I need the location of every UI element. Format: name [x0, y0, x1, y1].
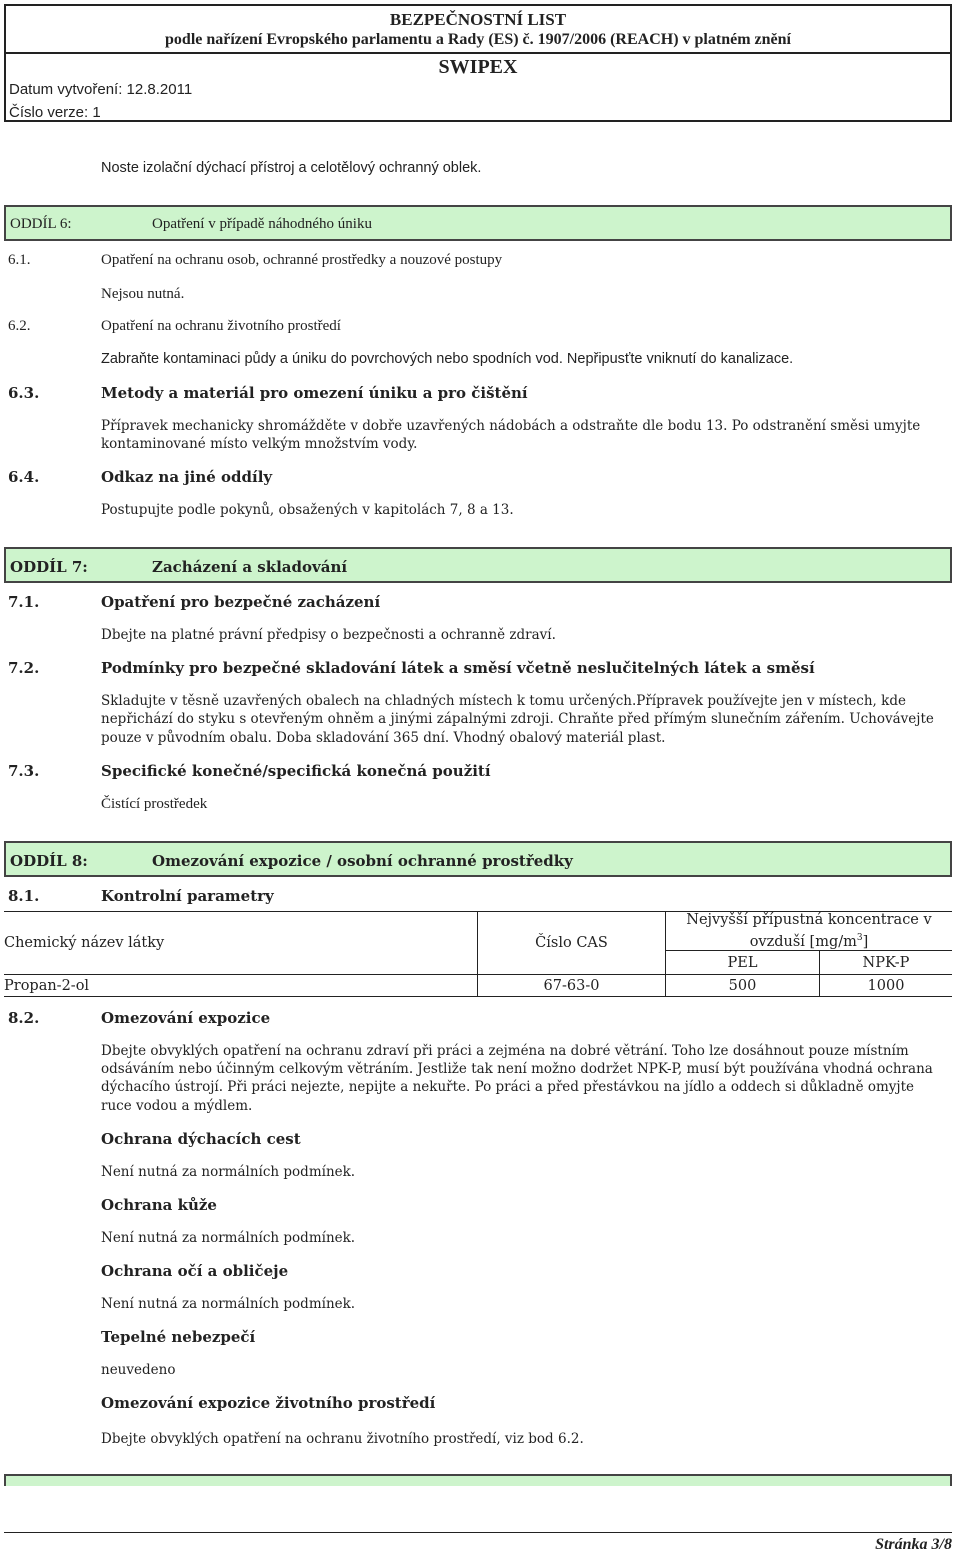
document-header — [4, 4, 952, 122]
table-cell — [478, 974, 666, 997]
subsection-text: odsáváním nebo účinným celkovým větráním. Jestliže tak není možno dodržet NPK-P, musí být používána vhodná ochrana — [101, 1061, 933, 1077]
header-divider — [6, 52, 950, 54]
thermal-hazard-text: neuvedeno — [101, 1362, 176, 1378]
section-title: Zacházení a skladování — [152, 558, 348, 576]
subsection-number: 6.3. — [8, 384, 40, 402]
subsection-number: 7.2. — [8, 659, 40, 677]
subsection-text: ruce vodou a mýdlem. — [101, 1098, 253, 1114]
skin-protection-text: Není nutná za normálních podmínek. — [101, 1230, 356, 1246]
subsection-title: Omezování expozice — [101, 1009, 271, 1027]
section-7-header — [4, 547, 952, 583]
subsection-number: 6.1. — [8, 252, 31, 268]
eye-protection-text: Není nutná za normálních podmínek. — [101, 1296, 356, 1312]
exposure-limits-table — [4, 911, 952, 997]
column-header-pel: PEL — [727, 954, 758, 971]
subsection-text: Dbejte na platné právní předpisy o bezpečnosti a ochranně zdraví. — [101, 627, 556, 643]
eye-protection-title: Ochrana očí a obličeje — [101, 1262, 289, 1280]
regulation-subtitle: podle nařízení Evropského parlamentu a Rady (ES) č. 1907/2006 (REACH) v platném znění — [165, 31, 791, 48]
pel-value: 500 — [728, 977, 757, 994]
version-number: Číslo verze: 1 — [9, 104, 101, 121]
table-cell — [666, 974, 820, 997]
section-number: ODDÍL 7: — [10, 558, 88, 576]
subsection-title: Opatření pro bezpečné zacházení — [101, 593, 381, 611]
thermal-hazard-title: Tepelné nebezpečí — [101, 1328, 256, 1346]
section-title: Omezování expozice / osobní ochranné prostředky — [152, 852, 573, 870]
subsection-number: 6.4. — [8, 468, 40, 486]
skin-protection-title: Ochrana kůže — [101, 1196, 217, 1214]
subsection-number: 8.2. — [8, 1009, 40, 1027]
substance-name: Propan-2-ol — [4, 977, 90, 994]
next-section-header-partial — [4, 1474, 952, 1486]
table-header-cell — [666, 951, 820, 974]
subsection-title: Metody a materiál pro omezení úniku a pro čištění — [101, 384, 528, 402]
subsection-text: pouze v původním obalu. Doba skladování 365 dní. Vhodný obalový materiál plast. — [101, 730, 666, 746]
column-header-npk: NPK-P — [862, 954, 910, 971]
subsection-text: nepřichází do styku s otevřeným ohněm a jinými zápalnými zdroji. Chraňte před přímým slunečním zářením. Uchovávejte — [101, 711, 934, 727]
subsection-number: 7.1. — [8, 593, 40, 611]
respiratory-protection-title: Ochrana dýchacích cest — [101, 1130, 301, 1148]
table-cell — [4, 974, 478, 997]
environmental-exposure-text: Dbejte obvyklých opatření na ochranu životního prostředí, viz bod 6.2. — [101, 1431, 584, 1447]
section-number: ODDÍL 6: — [10, 216, 72, 232]
limit-header-line2: ovzduší $[mg/m^3]$ — [749, 933, 869, 950]
subsection-title: Kontrolní parametry — [101, 887, 274, 905]
section-title: Opatření v případě náhodného úniku — [152, 216, 372, 232]
table-header-cell — [820, 951, 952, 974]
document-title: BEZPEČNOSTNÍ LIST — [389, 10, 567, 29]
subsection-text: Nejsou nutná. — [101, 286, 185, 302]
footer-divider — [4, 1532, 952, 1533]
creation-date: Datum vytvoření: 12.8.2011 — [9, 81, 193, 98]
section-8-header — [4, 841, 952, 877]
subsection-number: 8.1. — [8, 887, 40, 905]
subsection-text: Skladujte v těsně uzavřených obalech na chladných místech k tomu určených.Přípravek používejte jen v místech, kde — [101, 693, 906, 709]
subsection-title: Opatření na ochranu osob, ochranné prostředky a nouzové postupy — [101, 252, 503, 268]
subsection-title: Opatření na ochranu životního prostředí — [101, 318, 341, 334]
column-header-name: Chemický název látky — [4, 935, 165, 951]
environmental-exposure-title: Omezování expozice životního prostředí — [101, 1394, 436, 1412]
table-header-cell — [478, 911, 666, 974]
npk-value: 1000 — [867, 977, 905, 994]
subsection-text: Čistící prostředek — [101, 796, 208, 812]
subsection-text: Dbejte obvyklých opatření na ochranu zdraví při práci a zejména na dobré větrání. Toho lze dosáhnout pouze místním — [101, 1043, 909, 1059]
subsection-number: 7.3. — [8, 762, 40, 780]
subsection-number: 6.2. — [8, 318, 31, 334]
subsection-text: kontaminované místo velkým množstvím vody. — [101, 436, 418, 452]
section-6-header — [4, 205, 952, 241]
column-header-limit — [666, 911, 952, 951]
product-name: SWIPEX — [438, 56, 518, 78]
section-number: ODDÍL 8: — [10, 852, 88, 870]
intro-text: Noste izolační dýchací přístroj a celotělový ochranný oblek. — [101, 160, 482, 176]
cas-number: 67-63-0 — [543, 977, 600, 994]
subsection-text: dýchacího ústrojí. Při práci nejezte, nepijte a nekuřte. Po práci a před přestávkou na jídlo a oddech si důkladně omyjte — [101, 1079, 915, 1095]
subsection-title: Odkaz na jiné oddíly — [101, 468, 273, 486]
column-header-cas: Číslo CAS — [535, 935, 608, 951]
page-number: Stránka 3/8 — [875, 1536, 952, 1553]
subsection-text: Postupujte podle pokynů, obsažených v kapitolách 7, 8 a 13. — [101, 502, 514, 518]
subsection-title: Specifické konečné/specifická konečná použití — [101, 762, 491, 780]
subsection-text: Zabraňte kontaminaci půdy a úniku do povrchových nebo spodních vod. Nepřipusťte vniknutí do kanalizace. — [101, 351, 794, 367]
subsection-text: Přípravek mechanicky shromážděte v dobře uzavřených nádobách a odstraňte dle bodu 13. Po odstranění směsi umyjte — [101, 418, 921, 434]
respiratory-protection-text: Není nutná za normálních podmínek. — [101, 1164, 356, 1180]
table-cell — [820, 974, 952, 997]
subsection-title: Podmínky pro bezpečné skladování látek a směsí včetně neslučitelných látek a směsí — [101, 659, 815, 677]
limit-header-line1: Nejvyšší přípustná koncentrace v — [686, 912, 932, 929]
table-header-cell — [4, 911, 478, 974]
